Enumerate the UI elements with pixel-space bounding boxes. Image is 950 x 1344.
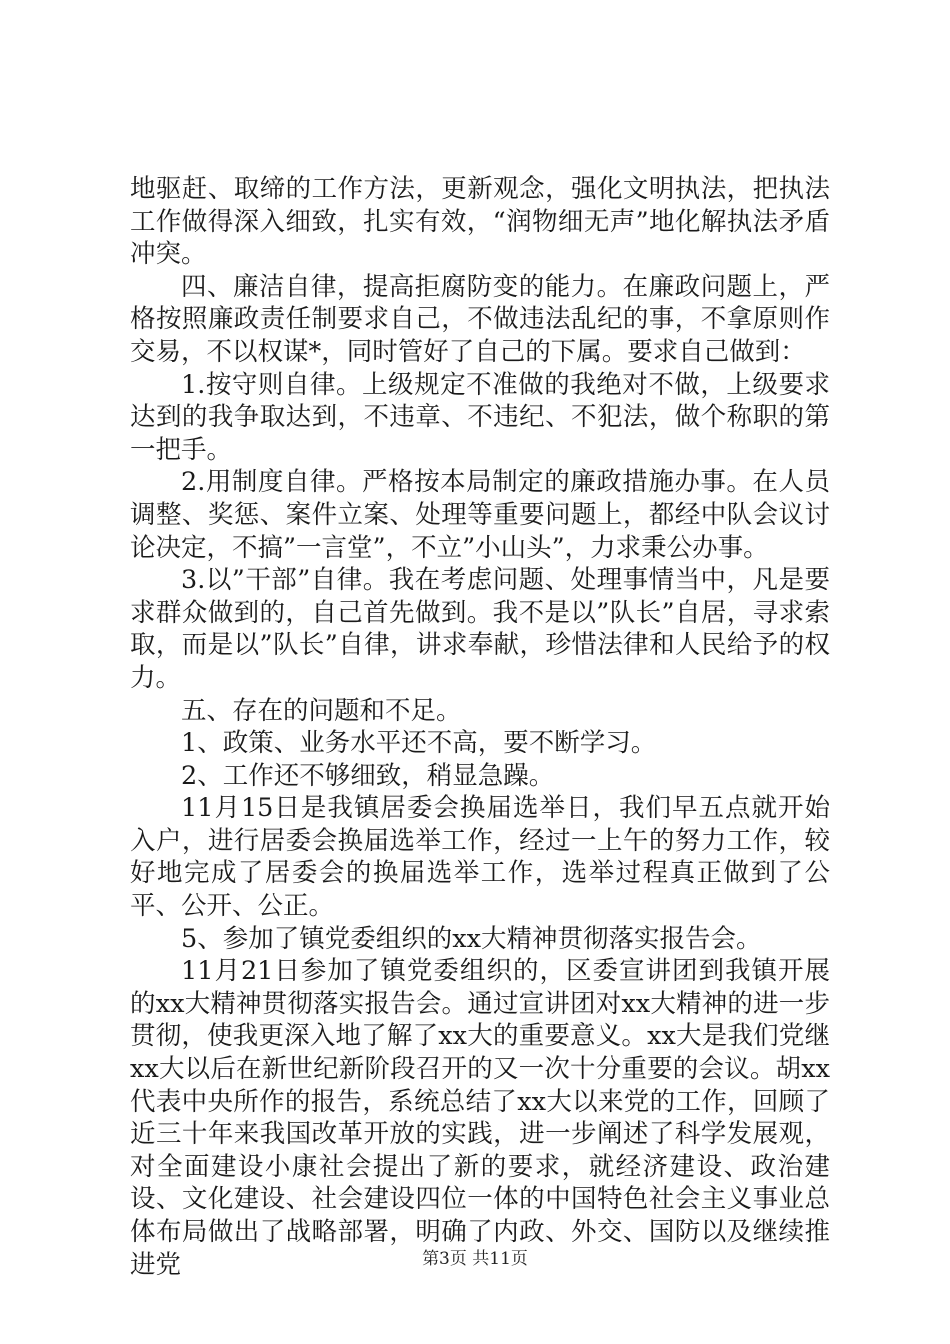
paragraph-6: 五、存在的问题和不足。: [181, 695, 462, 726]
paragraph-10: 5、参加了镇党委组织的xx大精神贯彻落实报告会。: [181, 923, 762, 954]
page-footer: [0, 1244, 950, 1269]
page-total: 共11页: [472, 1249, 528, 1269]
document-body: [130, 173, 830, 1281]
paragraph-9: 11月15日是我镇居委会换届选举日，我们早五点就开始入户，进行居委会换届选举工作，经过一上午的努力工作，较好地完成了居委会的换届选举工作，选举过程真正做到了公平、公开、公正。: [130, 793, 830, 922]
paragraph-7: 1、政策、业务水平还不高，要不断学习。: [181, 728, 657, 759]
paragraph-2: 四、廉洁自律，提高拒腐防变的能力。在廉政问题上，严格按照廉政责任制要求自己，不做违法乱纪的事，不拿原则作交易，不以权谋*，同时管好了自己的下属。要求自己做到：: [130, 271, 830, 367]
paragraph-4: 2.用制度自律。严格按本局制定的廉政措施办事。在人员调整、奖惩、案件立案、处理等重要问题上，都经中队会议讨论决定，不搞”一言堂”，不立”小山头”，力求秉公办事。: [130, 467, 830, 563]
page-number: 第3页: [422, 1249, 467, 1269]
paragraph-3: 1.按守则自律。上级规定不准做的我绝对不做，上级要求达到的我争取达到，不违章、不违纪、不犯法，做个称职的第一把手。: [130, 369, 830, 465]
paragraph-1: 地驱赶、取缔的工作方法，更新观念，强化文明执法，把执法工作做得深入细致，扎实有效，“润物细无声”地化解执法矛盾冲突。: [130, 174, 830, 270]
paragraph-11: 11月21日参加了镇党委组织的，区委宣讲团到我镇开展的xx大精神贯彻落实报告会。通过宣讲团对xx大精神的进一步贯彻，使我更深入地了解了xx大的重要意义。xx大是我们党继xx大以后在新世纪新阶段召开的又一次十分重要的会议。胡xx代表中央所作的报告，系统总结了xx大以来党的工作，回顾了近三十年来我国改革开放的实践，进一步阐述了科学发展观，对全面建设小康社会提出了新的要求，就经济建设、政治建设、文化建设、社会建设四位一体的中国特色社会主义事业总体布局做出了战略部署，明确了内政、外交、国防以及继续推进党: [130, 956, 830, 1280]
paragraph-5: 3.以”干部”自律。我在考虑问题、处理事情当中，凡是要求群众做到的，自己首先做到。我不是以”队长”自居，寻求索取，而是以”队长”自律，讲求奉献，珍惜法律和人民给予的权力。: [130, 565, 830, 693]
paragraph-8: 2、工作还不够细致，稍显急躁。: [181, 760, 555, 791]
